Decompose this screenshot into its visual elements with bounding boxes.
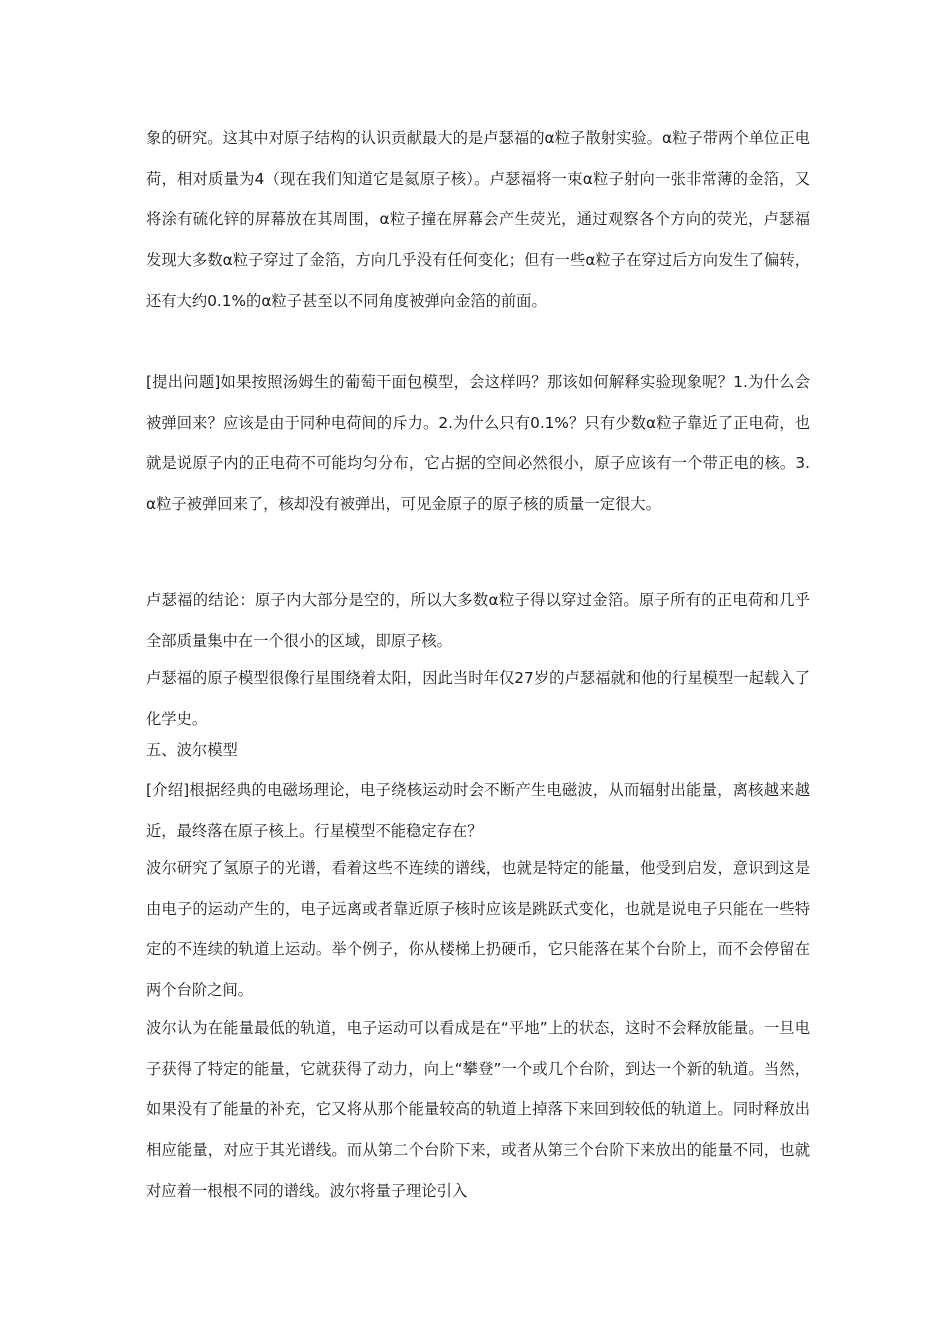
- paragraph-bohr-spectrum: 波尔研究了氢原子的光谱，看着这些不连续的谱线，也就是特定的能量，他受到启发，意识到这是由电子的运动产生的，电子远离或者靠近原子核时应该是跳跃式变化，也就是说电子只能在一些特定的不连续的轨道上运动。举个例子，你从楼梯上扔硬币，它只能落在某个台阶上，而不会停留在两个台阶之间。: [146, 859, 810, 1000]
- paragraph-planetary-model: 卢瑟福的原子模型很像行星围绕着太阳，因此当时年仅27岁的卢瑟福就和他的行星模型一起载入了化学史。: [146, 669, 810, 728]
- section-heading-bohr-model: 五、波尔模型: [146, 741, 238, 759]
- paragraph-bohr-energy-levels: 波尔认为在能量最低的轨道，电子运动可以看成是在“平地”上的状态，这时不会释放能量。一旦电子获得了特定的能量，它就获得了动力，向上“攀登”一个或几个台阶，到达一个新的轨道。当然，如果没有了能量的补充，它又将从那个能量较高的轨道上掉落下来回到较低的轨道上。同时释放出相应能量，对应于其光谱线。而从第二个台阶下来，或者从第三个台阶下来放出的能量不同，也就对应着一根根不同的谱线。波尔将量子理论引入: [146, 1019, 810, 1200]
- document-body: [146, 118, 810, 1212]
- paragraph-raise-question: [提出问题]如果按照汤姆生的葡萄干面包模型，会这样吗？那该如何解释实验现象呢？1.为什么会被弹回来？应该是由于同种电荷间的斥力。2.为什么只有0.1%？只有少数α粒子靠近了正电荷，也就是说原子内的正电荷不可能均匀分布，它占据的空间必然很小，原子应该有一个带正电的核。3.α粒子被弹回来了，核却没有被弹出，可见金原子的原子核的质量一定很大。: [146, 373, 810, 514]
- paragraph-rutherford-experiment: 象的研究。这其中对原子结构的认识贡献最大的是卢瑟福的α粒子散射实验。α粒子带两个单位正电荷，相对质量为4（现在我们知道它是氦原子核）。卢瑟福将一束α粒子射向一张非常薄的金箔，又将涂有硫化锌的屏幕放在其周围，α粒子撞在屏幕会产生荧光，通过观察各个方向的荧光，卢瑟福发现大多数α粒子穿过了金箔，方向几乎没有任何变化；但有一些α粒子在穿过后方向发生了偏转，还有大约0.1%的α粒子甚至以不同角度被弹向金箔的前面。: [146, 129, 810, 310]
- paragraph-introduction: [介绍]根据经典的电磁场理论，电子绕核运动时会不断产生电磁波，从而辐射出能量，离核越来越近，最终落在原子核上。行星模型不能稳定存在？: [146, 781, 810, 840]
- paragraph-rutherford-conclusion: 卢瑟福的结论：原子内大部分是空的，所以大多数α粒子得以穿过金箔。原子所有的正电荷和几乎全部质量集中在一个很小的区域，即原子核。: [146, 591, 810, 650]
